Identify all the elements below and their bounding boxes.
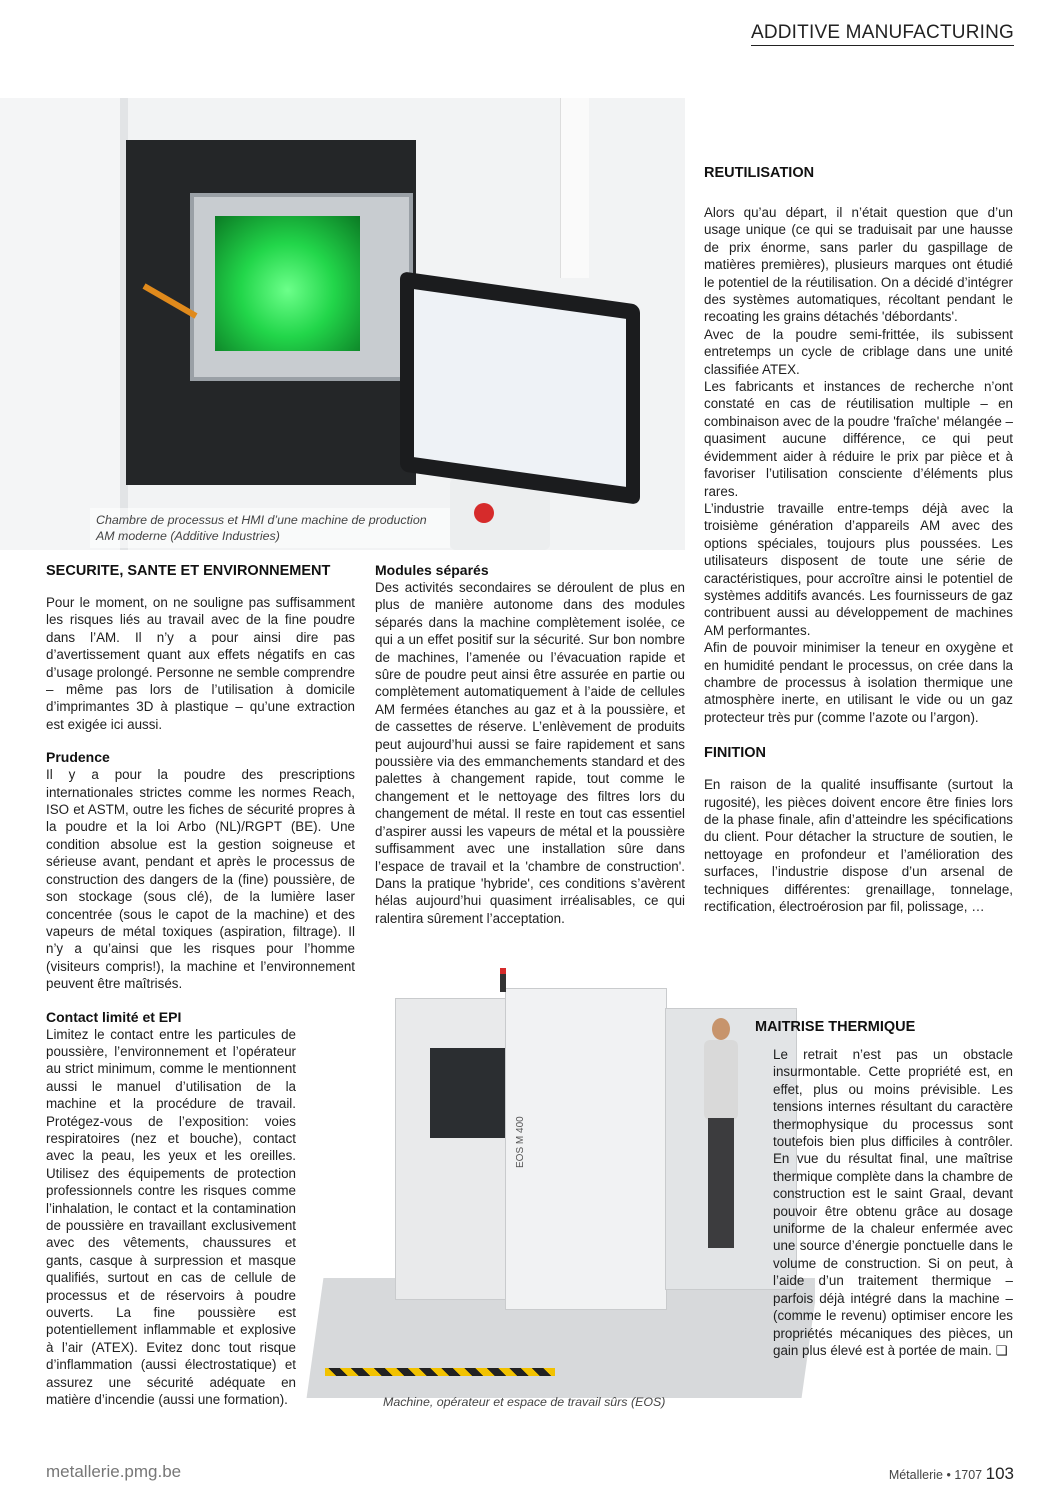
heading-finition: FINITION [704,745,767,762]
machine-caption: Machine, opérateur et espace de travail sûrs (EOS) [383,1395,666,1409]
heading-prudence: Prudence [46,749,110,766]
section-label: ADDITIVE MANUFACTURING [751,22,1014,46]
para-contact: Limitez le contact entre les particules de poussière, l’environnement et l’opérateur au strict minimum, comme le mentionnent aussi le manuel d’utilisation de la machine et la procédure de travail. Protégez-vous de l’exposition: voies respiratoires (nez et bouche), contact avec la peau, les yeux et les oreilles. Utilisez des équipements de protection professionnels contre les risques comme l’inhalation, le contact et la contamination de poussière en travaillant exclusivement avec des vêtements, chaussures et gants, casque à surpression et masque qualifiés, surtout en cas de cellule de processus et de réservoirs à poudre ouverts. La fine poussière est potentiellement inflammable et explosive à l’air (ATEX). Evitez donc tout risque d’inflammation (aussi électrostatique) et assurez une sécurité adéquate en matière d’incendie (aussi une formation). [46,1026,296,1408]
hmi-screen [414,289,626,487]
footer-url[interactable]: metallerie.pmg.be [46,1462,182,1481]
operator-figure [700,1018,740,1258]
para-reutil-3: Les fabricants et instances de recherche n’ont constaté en cas de réutilisation multiple – en combinaison avec de la poudre 'fraîche' mélangée – quasiment aucune différence, ce qui peut évidemment aider à réduire le prix par pièce et à favoriser l’utilisation consciente d’éléments plus rares. [704,379,1013,499]
para-reutil-2: Avec de la poudre semi-frittée, ils subissent entretemps un cycle de criblage dans une unité classifiée ATEX. [704,326,1013,377]
hazard-stripe [325,1368,555,1376]
maitrise-block [755,1018,1013,1359]
para-reutil-5: Afin de pouvoir minimiser la teneur en oxygène et en humidité pendant le processus, on crée dans la chambre de processus à isolation thermique une atmosphère inerte, en utilisant le vide ou un gaz protecteur très pur (comme l’azote ou l’argon). [704,640,1013,725]
para-prudence: Il y a pour la poudre des prescriptions internationales strictes comme les normes Reach, ISO et ASTM, outre les fiches de sécurité propres à la poudre et la loi Arbo (NL)/RGPT (BE). Une condition absolue est la gestion soigneuse et sérieuse avant, pendant et après le processus de construction des dangers de la (fine) poussière, de son stockage (sous clé), de la lumière laser concentrée (sous le capot de la machine) et des vapeurs de métal toxiques (aspiration, filtrage). Il n’y a qu’ainsi que les risques pour l’homme (visiteurs compris!), la machine et l’environnement peuvent être maîtrisés. [46,767,355,992]
machine-label: EOS M 400 [515,1116,526,1168]
machine-body [505,988,667,1310]
heading-contact: Contact limité et EPI [46,1008,182,1025]
page-number: 103 [985,1464,1014,1483]
para-finition: En raison de la qualité insuffisante (surtout la rugosité), les pièces doivent encore être finies lors de la phase finale, afin d’atteindre les spécifications du client. Pour détacher la structure de soutien, le nettoyage en profondeur et l’amélioration des surfaces, l’industrie dispose d’un arsenal de techniques différentes: grenaillage, tonnelage, rectification, électroérosion par fil, polissage, … [704,777,1013,915]
emergency-stop-icon [474,503,494,523]
column-3 [704,164,1013,915]
hero-caption: Chambre de processus et HMI d’une machine de production AM moderne (Additive Industries) [96,513,427,543]
footer-magazine [889,1464,1014,1484]
heading-maitrise: MAITRISE THERMIQUE [755,1019,916,1035]
para-modules: Des activités secondaires se déroulent de plus en plus de manière autonome dans des modules séparés dans la machine complètement isolée, ce qui a un effet positif sur la sécurité. Sur bon nombre de machines, l’amenée ou l’évacuation rapide et sûre de poudre peut ainsi être assurée en partie ou complètement automatiquement à l’aide de cellules AM fermées étanches au gaz et à la poussière, et de cassettes de réserve. L’enlèvement de produits peut aujourd’hui aussi se faire rapidement et sans poussière via des emmanchements standard et des palettes à changement rapide, tout comme le changement et le nettoyage des filtres lors du changement de métal. Il reste en tout cas essentiel d’aspirer aussi les vapeurs de métal et la poussière suffisamment avec une installation sûre dans l’espace de travail et la 'chambre de construction'. Dans la pratique 'hybride', ces conditions s’avèrent hélas aujourd’hui quasiment irréalisables, ce qui ralentira sûrement l’acceptation. [375,580,685,926]
ceiling-column [560,98,589,278]
heading-modules: Modules séparés [375,562,489,578]
heading-reutilisation: REUTILISATION [704,165,815,181]
hero-image-process-chamber [0,98,685,550]
para-maitrise: Le retrait n’est pas un obstacle insurmontable. Cette propriété est, en effet, plus ou moins prévisible. Les tensions internes résultant du caractère thermophysique du processus sont toutefois bien plus difficiles à contrôler. En vue du résultat final, une maîtrise thermique complète dans la chambre de construction est le saint Graal, devant pouvoir être obtenu grâce au dosage uniforme de la chaleur enfermée avec une source d’énergie ponctuelle dans le volume de construction. Si on peut, à l’aide d’un traitement thermique – parfois déjà intégré dans la machine – (comme le revenu) optimiser encore les propriétés mécaniques des pièces, un gain plus élevé est à portée de main. ❏ [773,1047,1013,1358]
para-securite: Pour le moment, on ne souligne pas suffisamment les risques liés au travail avec de la fine poudre dans l’AM. Il n’y a pour ainsi dire pas d’avertissement quant aux effets négatifs en cas d’usage prolongé. Personne ne semble comprendre – même pas lors de l’utilisation à domicile d’imprimantes 3D à plastique – qu’une extraction est exigée ici aussi. [46,595,355,732]
magazine-issue: Métallerie • 1707 [888,1468,983,1482]
para-reutil-1: Alors qu’au départ, il n’était question que d’un usage unique (ce qui se traduisait par une hausse de prix énorme, sans parler du gaspillage de matières premières), plusieurs marques ont étudié le potentiel de la réutilisation. On a décidé d’intégrer des systèmes automatiques, récoltant pendant le recoating les grains détachés 'débordants'. [704,205,1013,325]
chamber-green-glow [215,216,360,351]
heading-securite: SECURITE, SANTE ET ENVIRONNEMENT [46,563,331,579]
machine-window [430,1048,505,1138]
column-2 [375,562,685,927]
machine-image-eos [305,968,815,1448]
para-reutil-4: L’industrie travaille entre-temps déjà avec la troisième génération d’appareils AM avec des options spéciales, toujours plus poussées. Les utilisateurs disposent de toute une série de caractéristiques, pour accroître ainsi le potentiel de systèmes additifs avancés. Les fournisseurs de gaz contribuent aussi au développement de machines AM performantes. [704,500,1013,638]
